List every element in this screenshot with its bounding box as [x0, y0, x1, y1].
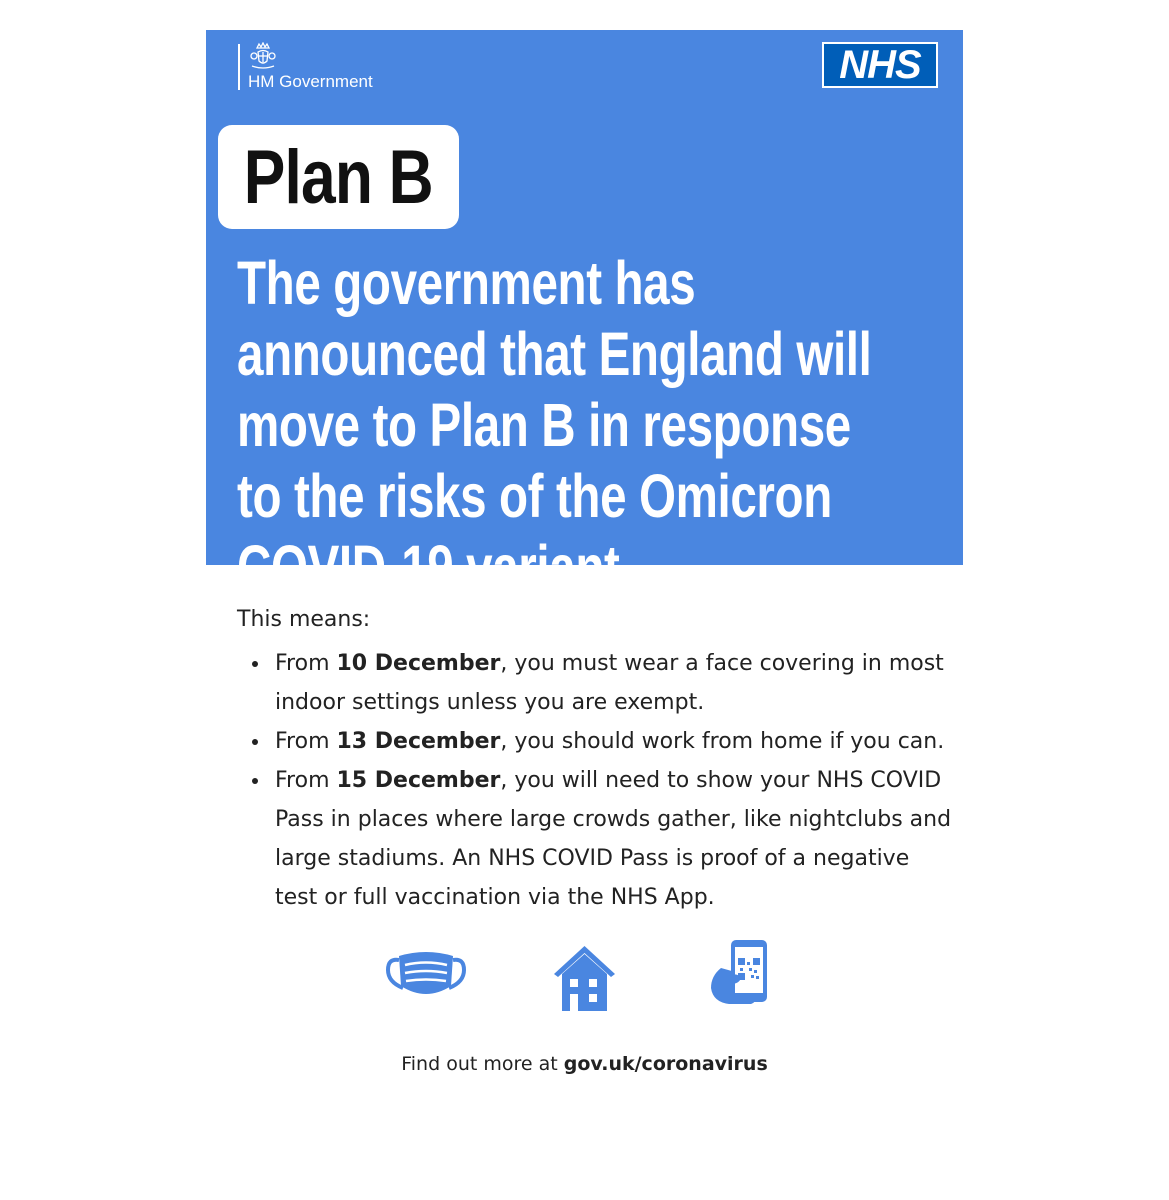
intro-text: This means: [237, 607, 371, 632]
point-date: 10 December [336, 651, 501, 676]
point-lead: From [275, 768, 337, 793]
footer [0, 1053, 1169, 1075]
phone-qr-code-icon [707, 938, 769, 1006]
point-lead: From [275, 651, 337, 676]
point-text: , you must wear a face covering in most indoor settings unless you are exempt. [275, 651, 944, 715]
list-item [237, 644, 957, 722]
point-text: , you should work from home if you can. [500, 729, 945, 754]
logo-divider [238, 44, 240, 90]
footer-prefix: Find out more at [401, 1053, 564, 1075]
body-text [237, 602, 957, 917]
government-label: HM Government [248, 72, 373, 91]
face-mask-icon [385, 946, 467, 1002]
headline: The government has announced that England will move to Plan B in response to the risks of the Omicron COVID-19 variant. [237, 249, 872, 601]
plan-tag-label: Plan B [243, 134, 434, 220]
nhs-logo [822, 42, 938, 88]
nhs-logo-text: NHS [839, 43, 921, 87]
footer-link[interactable]: gov.uk/coronavirus [563, 1053, 768, 1075]
royal-crest-icon [248, 42, 278, 72]
plan-tag [218, 125, 459, 229]
list-item [237, 761, 957, 917]
house-icon [553, 944, 616, 1012]
bullet-list [237, 644, 957, 917]
list-item [237, 722, 957, 761]
point-date: 15 December [336, 768, 501, 793]
point-date: 13 December [336, 729, 501, 754]
point-text: , you will need to show your NHS COVID Pass in places where large crowds gather, like nightclubs and large stadiums. An NHS COVID Pass is proof of a negative test or full vaccination via the NHS App. [275, 768, 952, 910]
plan-b-banner [206, 30, 963, 601]
point-lead: From [275, 729, 337, 754]
